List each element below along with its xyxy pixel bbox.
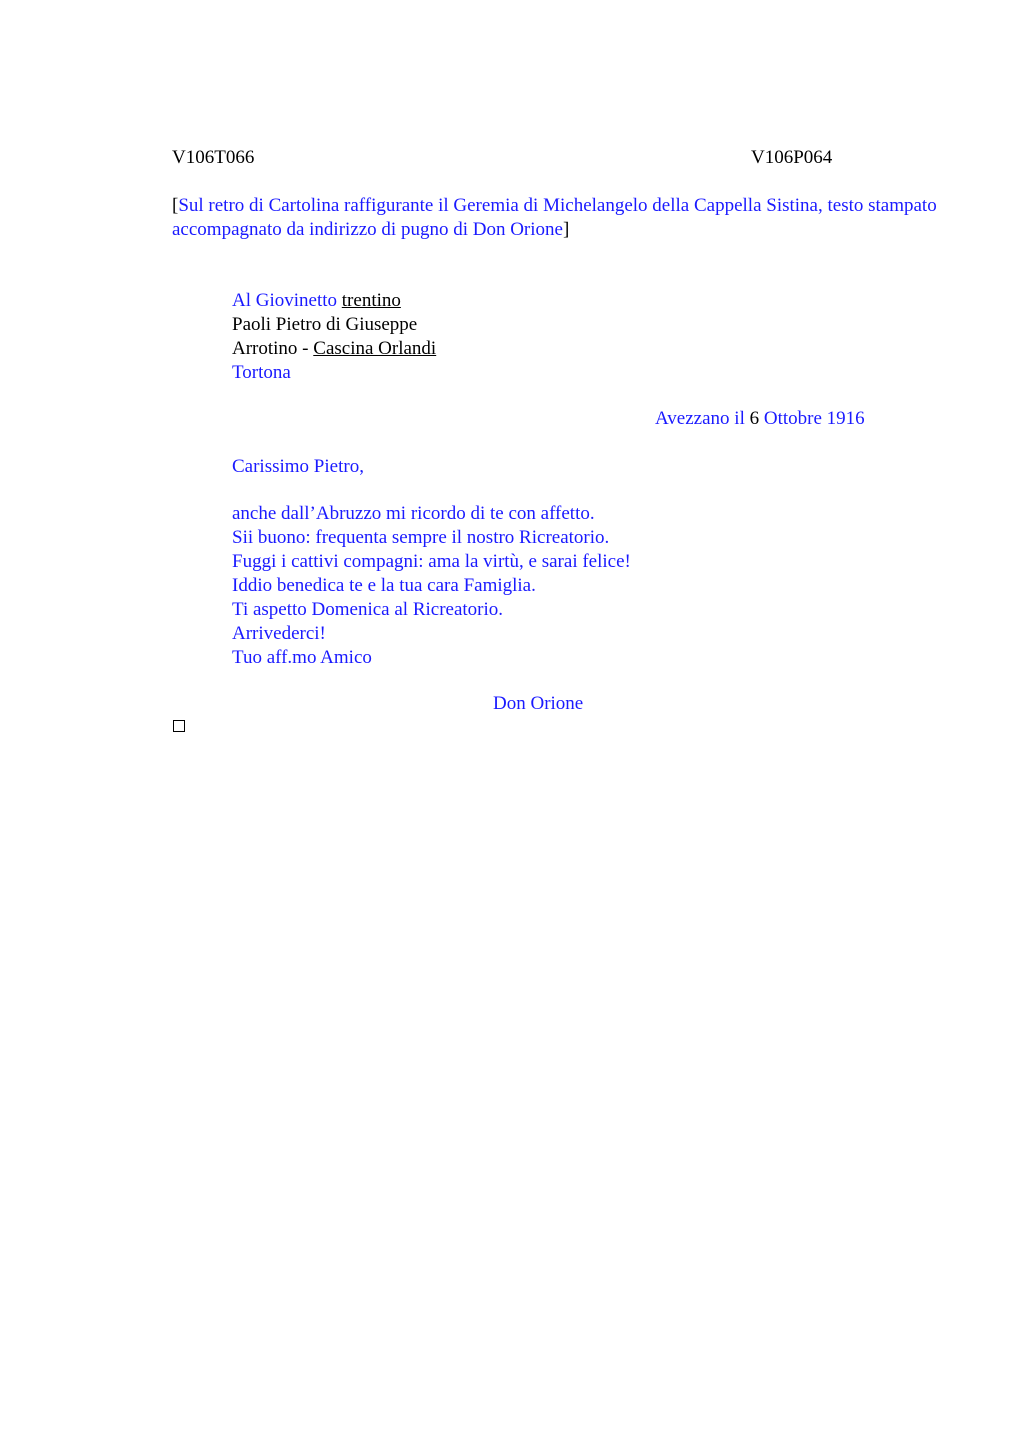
address-underlined-word: trentino	[341, 290, 401, 311]
address-city: Tortona	[232, 362, 291, 383]
document-code-right: V106P064	[751, 147, 833, 168]
document-code-left: V106T066	[172, 147, 255, 168]
signature: Don Orione	[493, 693, 584, 714]
note-open-bracket: [	[172, 195, 179, 216]
address-line-3	[232, 337, 436, 361]
square-outline-icon	[173, 720, 185, 732]
body-line: anche dall’Abruzzo mi ricordo di te con affetto.	[232, 503, 595, 524]
body-line: Arrivederci!	[232, 623, 326, 644]
body-line: Tuo aff.mo Amico	[232, 647, 372, 668]
note-close-bracket: ]	[562, 219, 570, 240]
address-block	[232, 289, 436, 385]
address-line-2: Paoli Pietro di Giuseppe	[232, 314, 418, 335]
body-line: Iddio benedica te e la tua cara Famiglia.	[232, 575, 536, 596]
address-recipient-title: Al Giovinetto	[232, 290, 338, 311]
date-place: Avezzano il	[655, 408, 745, 429]
note-text: Sul retro di Cartolina raffigurante il Geremia di Michelangelo della Cappella Sistina, testo stampato accompagnato da indirizzo di pugno di Don Orione	[172, 195, 937, 240]
date-day: 6	[749, 408, 760, 429]
address-farmstead: Cascina Orlandi	[313, 338, 437, 359]
date-month-year: Ottobre 1916	[763, 408, 865, 429]
body-line: Sii buono: frequenta sempre il nostro Ricreatorio.	[232, 527, 610, 548]
address-occupation: Arrotino -	[232, 338, 309, 359]
letter-body	[232, 502, 631, 670]
letter-date	[655, 407, 865, 431]
address-line-1	[232, 289, 436, 313]
salutation: Carissimo Pietro,	[232, 456, 364, 477]
body-line: Fuggi i cattivi compagni: ama la virtù, e sarai felice!	[232, 551, 631, 572]
body-line: Ti aspetto Domenica al Ricreatorio.	[232, 599, 504, 620]
editorial-note	[172, 194, 942, 242]
